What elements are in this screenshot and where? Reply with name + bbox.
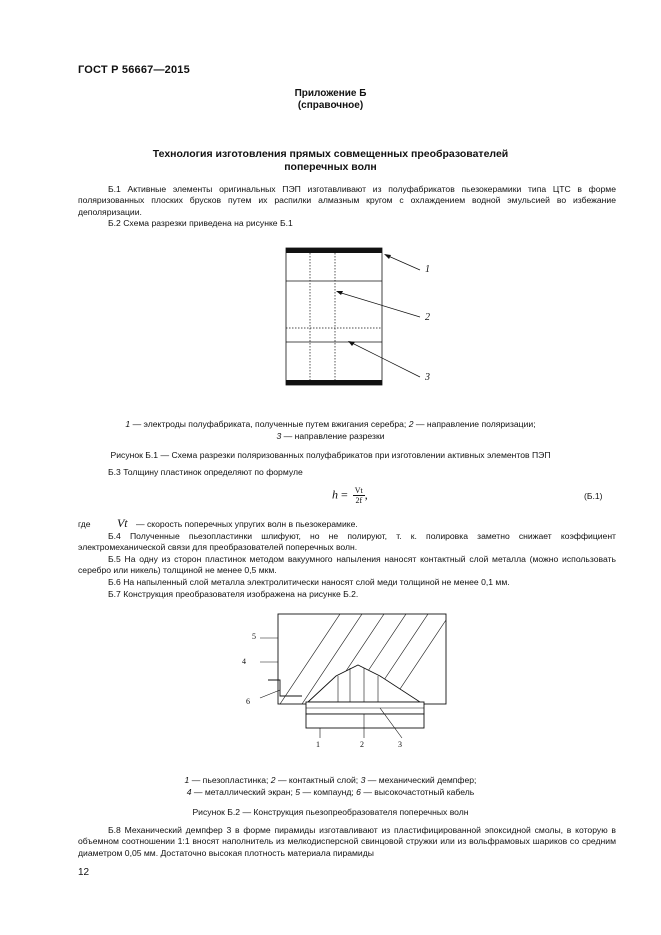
- figure-b2-transducer-construction: [240, 610, 450, 760]
- paragraph-b1: Б.1 Активные элементы оригинальных ПЭП изготавливают из полуфабрикатов пьезокерамики типа ЦТС в форме поляризованных плоских брусков путем их распилки алмазным кругом с охлаждением водной эмульсией во избежание деполяризации.: [78, 184, 616, 217]
- formula-denominator: 2f: [355, 496, 363, 505]
- figure-b2-caption: Рисунок Б.2 — Конструкция пьезопреобразователя поперечных волн: [192, 807, 469, 817]
- fig2-legend-text-4: — металлический экран;: [193, 787, 293, 797]
- paragraph-b7: Б.7 Конструкция преобразователя изображена на рисунке Б.2.: [108, 589, 359, 599]
- fig2-label-3: 3: [398, 740, 402, 749]
- paragraph-b6: Б.6 На напыленный слой металла электролитически наносят слой меди толщиной не менее 0,1 мм.: [108, 577, 510, 587]
- fig2-legend-text-6: — высокочастотный кабель: [363, 787, 475, 797]
- fig2-legend-text-3: — механический демпфер;: [367, 775, 477, 785]
- formula-fraction: [353, 486, 365, 505]
- where-word: где: [78, 519, 91, 529]
- fig2-legend-num-4: 4: [186, 787, 192, 797]
- fig1-label-2: 2: [425, 312, 430, 323]
- fig2-legend-text-1: — пьезопластинка;: [191, 775, 269, 785]
- fig1-legend-text-2: — направление поляризации;: [415, 419, 536, 429]
- fig1-legend-text-3: — направление разрезки: [283, 431, 385, 441]
- paragraph-b3: Б.3 Толщину пластинок определяют по формуле: [108, 467, 303, 477]
- formula-tail: ,: [364, 487, 368, 502]
- fig2-label-5: 5: [252, 632, 256, 641]
- appendix-title: Приложение Б: [294, 88, 367, 99]
- fig2-legend-num-2: 2: [270, 775, 276, 785]
- where-variable: Vt: [116, 516, 128, 530]
- appendix-type: (справочное): [297, 100, 364, 111]
- formula-number: (Б.1): [584, 491, 603, 501]
- fig2-legend-text-5: — компаунд;: [302, 787, 354, 797]
- fig2-label-6: 6: [246, 697, 250, 706]
- fig1-legend-num-1: 1: [125, 419, 131, 429]
- fig1-legend-text-1: — электроды полуфабриката, полученные путем вжигания серебра;: [132, 419, 407, 429]
- paragraph-b2: Б.2 Схема разрезки приведена на рисунке Б.1: [108, 218, 293, 228]
- figure-b1-legend-line1: [0, 418, 661, 430]
- section-title: [0, 148, 661, 174]
- fig2-label-1: 1: [316, 740, 320, 749]
- paragraph-b4: Б.4 Полученные пьезопластинки шлифуют, но не полируют, т. к. полировка заметно снижает коэффициент электромеханической связи для преобразователей поперечных волн.: [78, 531, 616, 553]
- section-title-line2: поперечных волн: [284, 161, 377, 173]
- figure-b1-caption: Рисунок Б.1 — Схема разрезки поляризованных полуфабрикатов при изготовлении активных элементов ПЭП: [110, 450, 551, 460]
- fig2-legend-num-6: 6: [356, 787, 361, 797]
- formula-b1: [332, 486, 368, 505]
- fig2-label-2: 2: [360, 740, 364, 749]
- page-number: 12: [78, 867, 90, 878]
- figure-b1-cutting-scheme: [270, 244, 450, 389]
- paragraph-b5: Б.5 На одну из сторон пластинок методом вакуумного напыления наносят контактный слой металла (можно использовать серебро или никель) толщиной не менее 0,5 мкм.: [78, 554, 616, 576]
- section-title-line1: Технология изготовления прямых совмещенных преобразователей: [152, 148, 509, 160]
- fig1-legend-num-2: 2: [408, 419, 414, 429]
- where-text: — скорость поперечных упругих волн в пьезокерамике.: [136, 519, 358, 529]
- formula-eq: =: [341, 487, 348, 502]
- figure-b2-legend-line2: [0, 786, 661, 798]
- figure-b1-legend: [0, 418, 661, 442]
- fig2-label-4: 4: [242, 657, 246, 666]
- figure-b2-legend: [0, 774, 661, 798]
- fig2-legend-text-2: — контактный слой;: [277, 775, 359, 785]
- fig1-label-3: 3: [425, 372, 430, 383]
- fig2-legend-num-3: 3: [360, 775, 366, 785]
- fig1-legend-num-3: 3: [276, 431, 282, 441]
- figure-b1-legend-line2: [0, 430, 661, 442]
- where-clause: [78, 516, 358, 531]
- figure-b2-legend-line1: [0, 774, 661, 786]
- fig1-label-1: 1: [425, 264, 430, 275]
- document-header: ГОСТ Р 56667—2015: [78, 64, 190, 76]
- formula-numerator: Vt: [354, 486, 363, 495]
- fig2-legend-num-5: 5: [295, 787, 301, 797]
- formula-lhs: h: [332, 487, 338, 502]
- paragraph-b8: Б.8 Механический демпфер 3 в форме пирамиды изготавливают из пластифицированной эпоксидной смолы, в которую в объемном соотношении 1:1 вносят наполнитель из мелкодисперсной свинцовой стружки или из вольфрамовых шариков со средним диаметром 0,05 мм. Достаточно высокая плотность материала пирамиды: [78, 825, 616, 858]
- fig2-legend-num-1: 1: [184, 775, 190, 785]
